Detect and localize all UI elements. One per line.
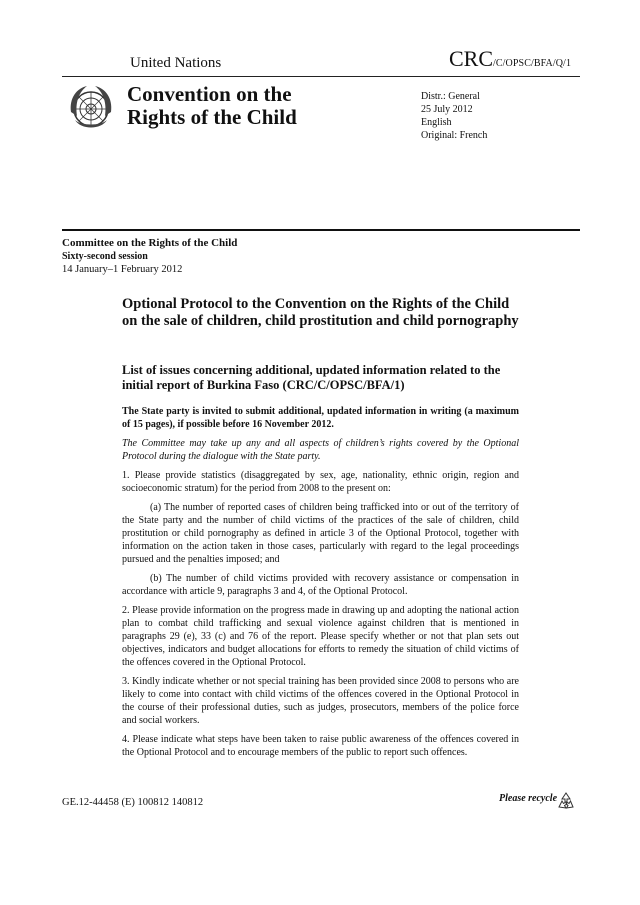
session-dates: 14 January–1 February 2012 bbox=[62, 264, 183, 275]
paragraph-1a: (a) The number of reported cases of children being trafficked into or out of the territory of the State party and the number of child victims of the practices of the sale of children, child prostitution or child pornography as defined in article 3 of the Optional Protocol, together with information on the action taken in those cases, particularly with regard to the legal proceedings pursued and the penalties imposed; and bbox=[122, 502, 519, 565]
paragraph-3: 3. Kindly indicate whether or not special training has been provided since 2008 to persons who are likely to come into contact with child victims of the offences covered in the Optional Protocol in the course of their professional duties, such as judges, prosecutors, members of the police force and social workers. bbox=[122, 676, 519, 726]
recycle-icon bbox=[556, 791, 576, 811]
date-line: 25 July 2012 bbox=[421, 104, 473, 115]
distribution-info bbox=[421, 90, 487, 142]
convention-title bbox=[127, 83, 387, 129]
symbol-main: CRC bbox=[449, 46, 494, 71]
paragraph-1b: (b) The number of child victims provided with recovery assistance or compensation in accordance with article 9, paragraphs 3 and 4, of the Optional Protocol. bbox=[122, 573, 519, 597]
invitation-paragraph: The State party is invited to submit additional, updated information in writing (a maximum of 15 pages), if possible before 16 November 2012. bbox=[122, 406, 519, 430]
header-bottom-rule bbox=[62, 229, 580, 231]
committee-block bbox=[62, 237, 237, 276]
paragraph-4: 4. Please indicate what steps have been taken to raise public awareness of the offences covered in the Optional Protocol and to encourage members of the public to report such offences. bbox=[122, 734, 519, 758]
list-of-issues-title: List of issues concerning additional, updated information related to the initial report of Burkina Faso (CRC/C/OPSC/BFA/1) bbox=[122, 363, 501, 392]
original-language-line: Original: French bbox=[421, 130, 488, 141]
language-line: English bbox=[421, 117, 452, 128]
convention-title-line1: Convention on the bbox=[127, 82, 292, 106]
session-name: Sixty-second session bbox=[62, 251, 148, 262]
header-rule bbox=[62, 76, 580, 77]
document-code: GE.12-44458 (E) 100812 140812 bbox=[62, 797, 204, 808]
recycle-label: Please recycle bbox=[499, 793, 558, 804]
distr-line: Distr.: General bbox=[421, 91, 480, 102]
committee-note: The Committee may take up any and all aspects of children’s rights covered by the Optional Protocol during the dialogue with the State party. bbox=[122, 438, 519, 462]
document-symbol bbox=[449, 46, 571, 72]
protocol-title: Optional Protocol to the Convention on the Rights of the Child on the sale of children, child prostitution and child pornography bbox=[122, 296, 519, 329]
organization-name: United Nations bbox=[130, 55, 222, 71]
paragraph-2: 2. Please provide information on the progress made in drawing up and adopting the national action plan to combat child trafficking and sexual violence against children that is mentioned in paragraphs 29 (e), 33 (c) and 76 of the report. Please specify whether or not that plan sets out objectives, indicators and budget allocations for efforts to remedy the situation of child victims of the offences covered in the Optional Protocol. bbox=[122, 605, 519, 668]
committee-name: Committee on the Rights of the Child bbox=[62, 237, 238, 249]
un-emblem-icon bbox=[63, 82, 119, 138]
body-text bbox=[122, 405, 519, 765]
convention-title-line2: Rights of the Child bbox=[127, 105, 297, 129]
symbol-suffix: /C/OPSC/BFA/Q/1 bbox=[493, 58, 572, 69]
paragraph-1: 1. Please provide statistics (disaggregated by sex, age, nationality, ethnic origin, region and socioeconomic stratum) for the period from 2008 to the present on: bbox=[122, 470, 519, 494]
